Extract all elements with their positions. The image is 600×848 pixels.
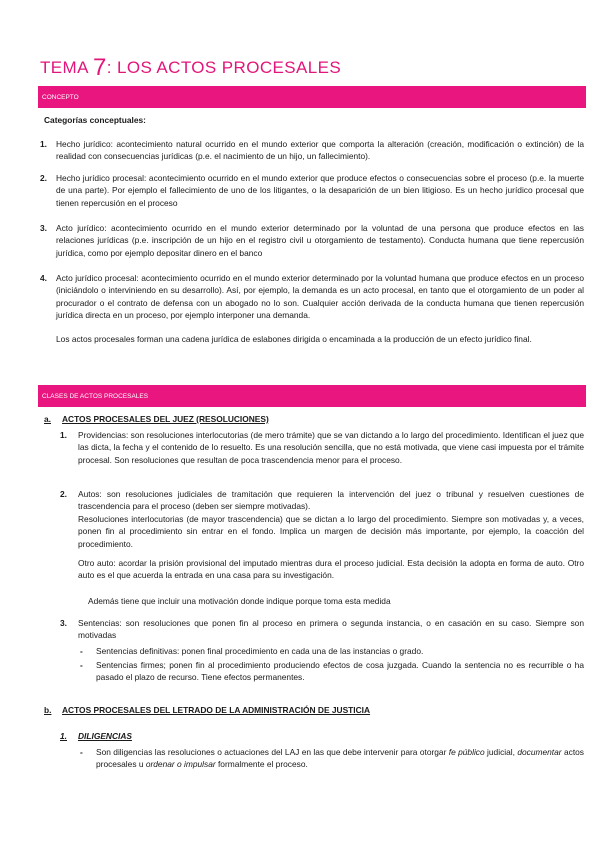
diligencias-text-part: actos procesales u xyxy=(96,747,584,770)
diligencias-fe-publico: fe público xyxy=(448,747,485,757)
subsection-a-label: a. xyxy=(44,414,51,424)
page-title xyxy=(40,52,341,80)
subsection-b-title: ACTOS PROCESALES DEL LETRADO DE LA ADMINISTRACIÓN DE JUSTICIA xyxy=(62,705,371,715)
item-number: 4. xyxy=(40,273,47,283)
autos-extra-1: Resoluciones interlocutorias (de mayor trascendencia) que se dictan a lo largo del procedimiento. Siempre son motivadas y, a veces, ponen fin al procedimiento sin entrar en el fondo. Implica un margen de decisión más importante, por ejemplo, la coacción del procedimiento. xyxy=(78,514,584,549)
dash-bullet: - xyxy=(80,747,83,757)
diligencias-text-part: formalmente el proceso. xyxy=(215,759,308,770)
concept-item-2: Hecho jurídico procesal: acontecimiento ocurrido en el mundo exterior que produce efectos o consecuencias sobre el proceso (p.e. la muerte de una parte). Por ejemplo el fallecimiento de uno de los litigantes, o la desaparición de un bien litigioso. Es un hecho jurídico procesal que tienen repercusión en el proceso xyxy=(56,173,584,208)
autos-item: Autos: son resoluciones judiciales de tramitación que requieren la intervención del juez o tribunal y resuelven cuestiones de trascendencia para el proceso (deben ser siempre motivadas). xyxy=(78,489,584,512)
item-number: 1. xyxy=(40,139,47,149)
autos-extra-2: Otro auto: acordar la prisión provisional del imputado mientras dura el proceso judicial. Esta decisión la adopta en forma de auto. Otro auto es el que acuerda la entrada en una casa para su investigación. xyxy=(78,558,584,581)
diligencias-text xyxy=(96,746,584,771)
concept-item-4: Acto jurídico procesal: acontecimiento ocurrido en el mundo exterior determinado por la voluntad humana que produce efectos en un proceso (iniciándolo o interviniendo en su desarrollo). Así, por ejemplo, la demanda es un acto procesal, en tanto que el otorgamiento de un poder al procurador o el contrato de defensa con un abogado no lo son. Cualquier acción derivada de la conducta humana que tienen repercusión jurídica directa en un proceso, por ejemplo interponer una demanda. xyxy=(56,273,584,321)
diligencias-text-part: judicial, xyxy=(484,747,518,757)
subsection-b-label: b. xyxy=(44,705,52,715)
concept-item-1: Hecho jurídico: acontecimiento natural ocurrido en el mundo exterior que comporta la alteración (creación, modificación o extinción) de la realidad con consecuencias jurídicas (p.e. el nacimiento de un hijo, un fallecimiento). xyxy=(56,139,584,162)
title-colon: : xyxy=(106,58,112,77)
concept-closing: Los actos procesales forman una cadena jurídica de eslabones dirigida o encaminada a la producción de un efecto jurídico final. xyxy=(56,334,532,344)
sentencias-firmes: Sentencias firmes; ponen fin al procedimiento produciendo efectos de cosa juzgada. Cuando la sentencia no es recurrible o ha pasado el plazo de recurso. Tiene efectos permanentes. xyxy=(96,660,584,683)
item-number: 2. xyxy=(40,173,47,183)
dash-bullet: - xyxy=(80,646,83,656)
title-text: LOS ACTOS PROCESALES xyxy=(117,58,342,77)
sentencias-item: Sentencias: son resoluciones que ponen fin al proceso en primera o segunda instancia, o en casación en su caso. Siempre son motivadas xyxy=(78,618,584,641)
dash-bullet: - xyxy=(80,660,83,670)
section-band-concepto xyxy=(38,86,586,108)
subsection-a-title: ACTOS PROCESALES DEL JUEZ (RESOLUCIONES) xyxy=(62,414,269,424)
diligencias-ordenar: ordenar o impulsar xyxy=(145,759,216,770)
diligencias-text-part: Son diligencias las resoluciones o actuaciones del LAJ en las que debe intervenir para otorgar xyxy=(96,747,449,757)
concept-item-3: Acto jurídico: acontecimiento ocurrido en el mundo exterior determinado por la voluntad de una persona que produce efectos en las relaciones jurídicas (p.e. inscripción de un hijo en el registro civil u otorgamiento de testamento). Conducta humana que tiene repercusión jurídica, como por ejemplo depositar dinero en el banco xyxy=(56,223,584,258)
title-number: 7 xyxy=(93,54,107,81)
item-number: 3. xyxy=(60,618,67,628)
providencias-item: Providencias: son resoluciones interlocutorias (de mero trámite) que se van dictando a lo largo del procedimiento. Identifican el juez que las dicta, la fecha y el contenido de lo resuelto. Es una resolución sencilla, que no está motivada, que viene casi impuesta por el trámite procesal. Son resoluciones que resultan de poca trascendencia menor para el proceso. xyxy=(78,430,584,465)
intro-text: Categorías conceptuales: xyxy=(44,115,146,125)
diligencias-documentar: documentar xyxy=(517,747,562,757)
diligencias-title: DILIGENCIAS xyxy=(78,731,132,741)
item-number: 2. xyxy=(60,489,67,499)
item-number: 3. xyxy=(40,223,47,233)
autos-note: Además tiene que incluir una motivación donde indique porque toma esta medida xyxy=(88,596,391,606)
item-number: 1. xyxy=(60,430,67,440)
title-tema: TEMA xyxy=(40,58,88,77)
item-number: 1. xyxy=(60,731,67,741)
band-label: CLASES DE ACTOS PROCESALES xyxy=(42,392,149,400)
band-label: CONCEPTO xyxy=(42,93,79,101)
sentencias-definitivas: Sentencias definitivas: ponen final procedimiento en cada una de las instancias o grado. xyxy=(96,646,424,656)
section-band-clases xyxy=(38,385,586,407)
